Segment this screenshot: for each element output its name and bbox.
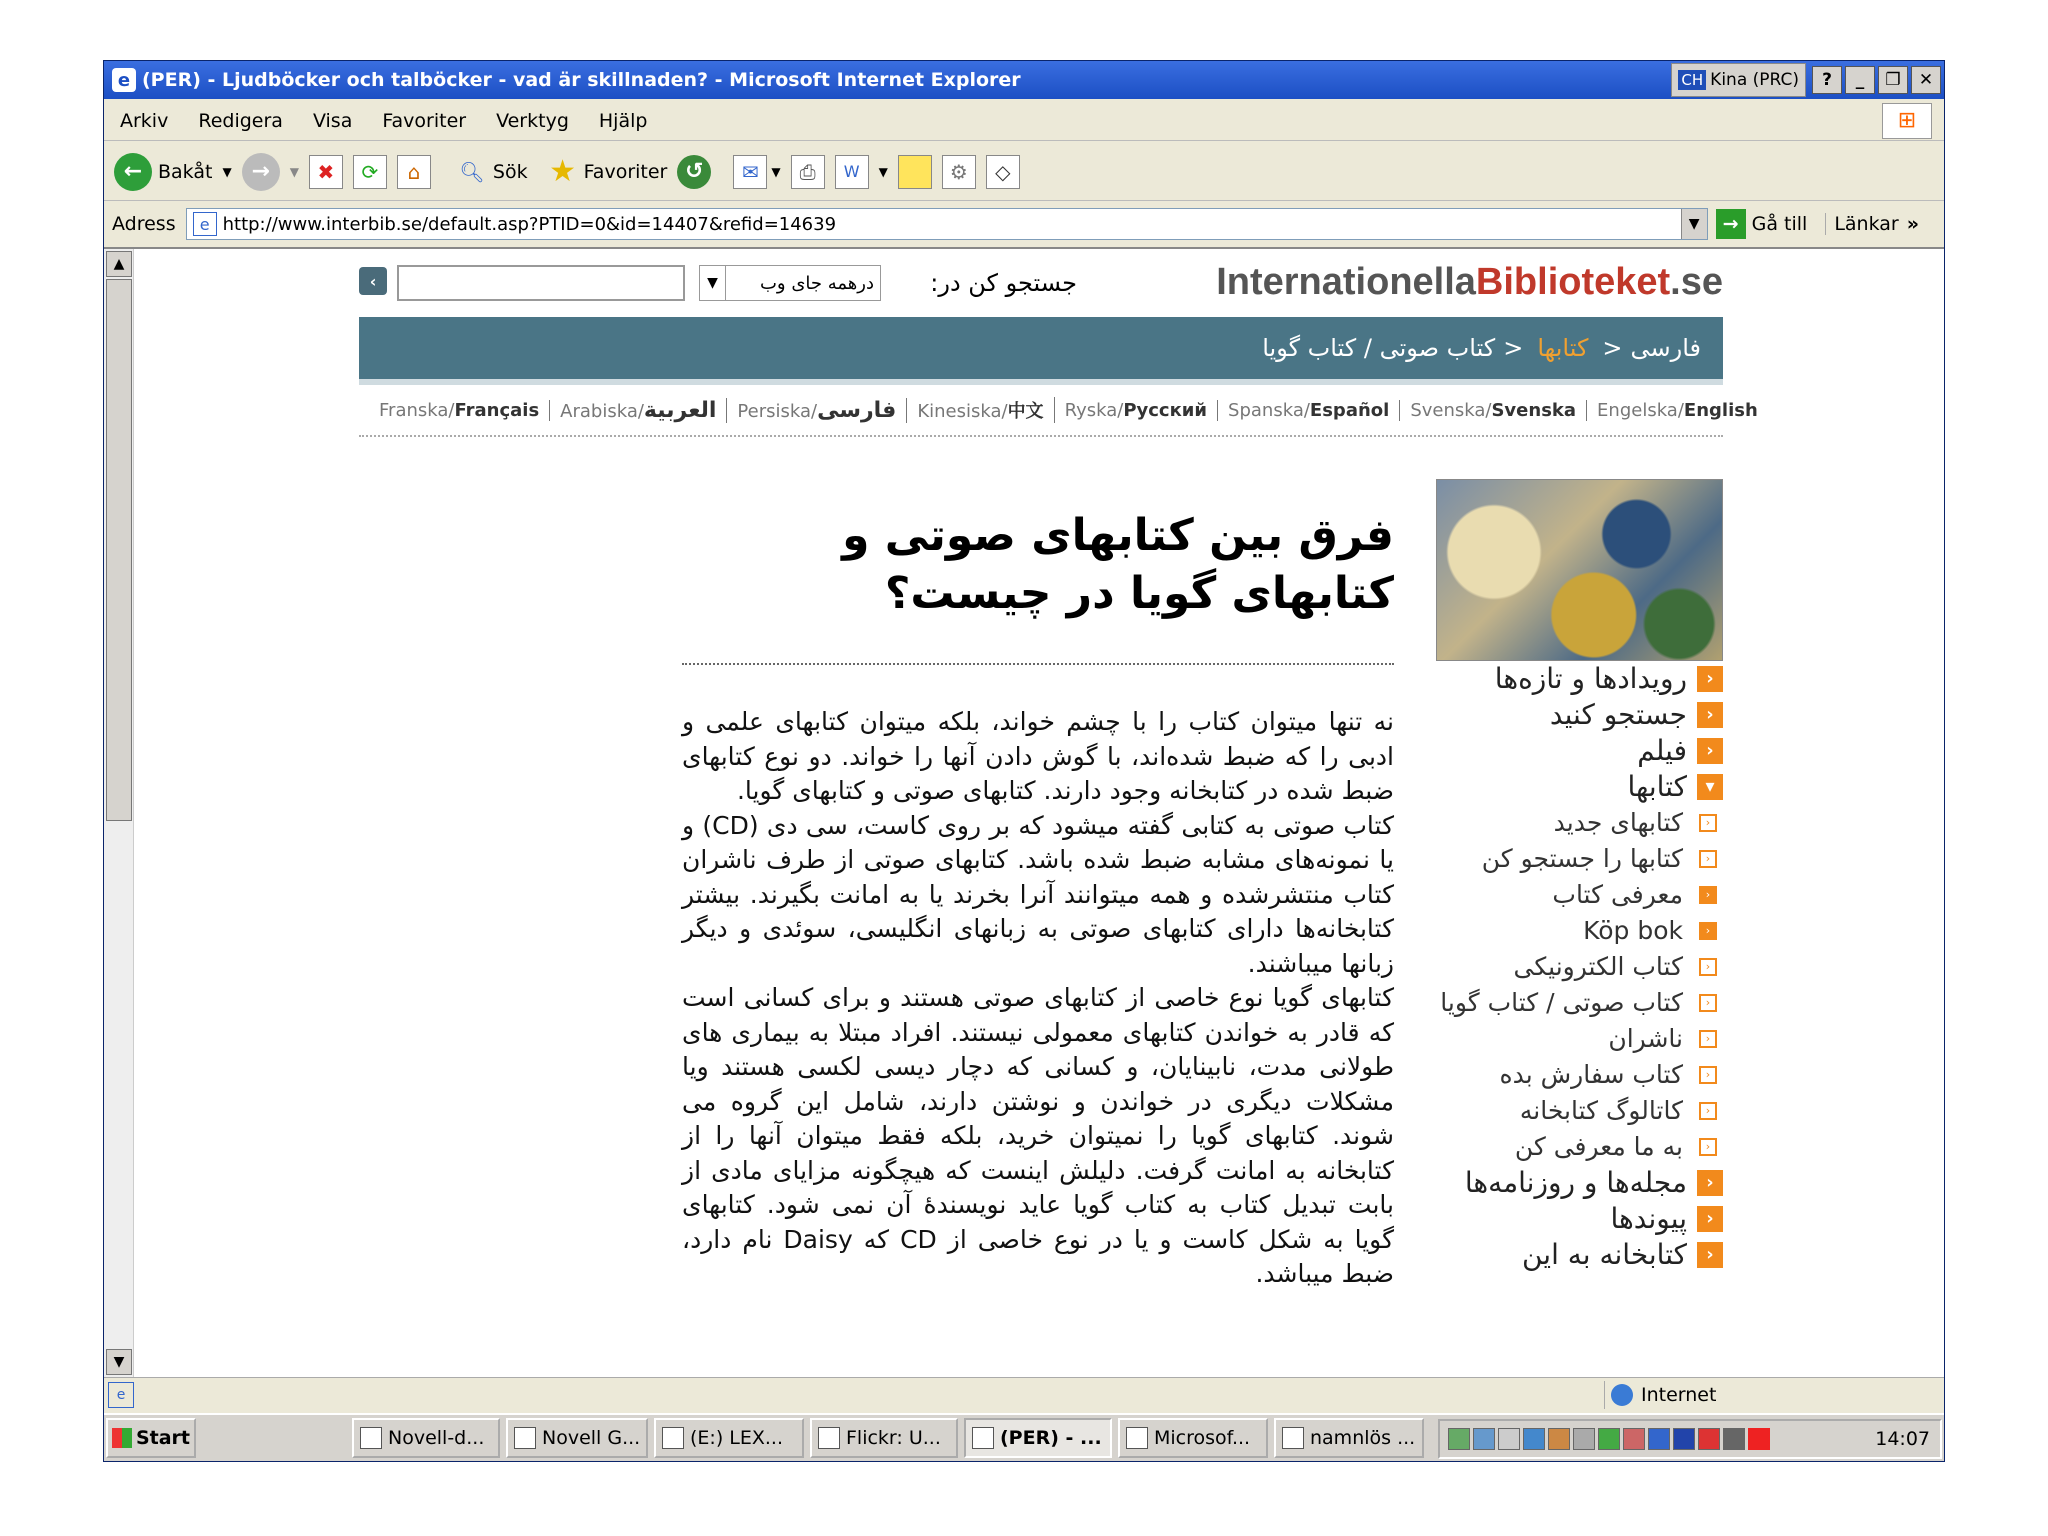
tray-icon[interactable]: [1498, 1428, 1520, 1450]
sidebar-nav-item[interactable]: [1436, 1201, 1723, 1237]
lang-name: Kina (PRC): [1710, 70, 1799, 90]
breadcrumb-separator: <: [1602, 334, 1623, 362]
tray-icon[interactable]: [1623, 1428, 1645, 1450]
nav-label: مجله‌ها و روزنامه‌ها: [1464, 1166, 1687, 1199]
word-icon[interactable]: W: [835, 155, 869, 189]
tray-icons: [1448, 1428, 1773, 1450]
sidebar-subnav-item[interactable]: [1436, 985, 1723, 1021]
ie-icon: e: [112, 68, 136, 92]
nav-list: [1436, 661, 1723, 1273]
mail-icon[interactable]: ✉: [733, 155, 767, 189]
language-nav: [359, 379, 1758, 437]
lang-link-russian[interactable]: Ryska/Русский: [1055, 400, 1218, 421]
language-bar[interactable]: [1671, 63, 1806, 97]
forward-arrow-icon: →: [242, 153, 280, 191]
lang-link-chinese[interactable]: Kinesiska/中文: [907, 397, 1054, 423]
go-label: Gå till: [1751, 213, 1808, 235]
go-arrow-icon: →: [1716, 209, 1746, 239]
chevron-left-icon: ‹: [1699, 1066, 1717, 1084]
start-label: Start: [135, 1427, 191, 1449]
logo-part1: Internationella: [1216, 261, 1476, 303]
note-icon[interactable]: [898, 155, 932, 189]
vertical-scrollbar[interactable]: [104, 249, 134, 1377]
lang-link-swedish[interactable]: Svenska/Svenska: [1400, 400, 1587, 421]
taskbar: [104, 1413, 1944, 1461]
system-tray: [1438, 1419, 1942, 1459]
menu-redigera[interactable]: Redigera: [198, 109, 283, 132]
chevron-left-icon: ‹: [1699, 1138, 1717, 1156]
chevron-left-icon: ‹: [1697, 1206, 1723, 1232]
home-icon[interactable]: ⌂: [397, 155, 431, 189]
sidebar-nav-item[interactable]: [1436, 1237, 1723, 1273]
menu-verktyg[interactable]: Verktyg: [496, 109, 569, 132]
breadcrumb-separator: <: [1503, 334, 1524, 362]
menu-arkiv[interactable]: Arkiv: [120, 109, 169, 132]
chevron-down-icon: ▼: [700, 266, 726, 300]
nav-label: کاتالوگ کتابخانه: [1519, 1096, 1683, 1125]
chevron-left-icon: ‹: [1699, 1102, 1717, 1120]
address-input[interactable]: [186, 208, 1708, 240]
article-body: [682, 705, 1394, 1292]
nav-label: کتاب صوتی / کتاب گویا: [1440, 988, 1683, 1017]
nav-label: کتابها: [1627, 770, 1687, 803]
security-zone: [1604, 1381, 1904, 1409]
article-paragraph: کتاب صوتی به کتابی گفته میشود که بر روی کاست، سی دی (CD) و یا نمونه‌های مشابه ضبط شده باشد. کتابهای صوتی از طرف ناشران کتاب منتشرشده و همه میتوانند آنرا بخرند یا به امانت بگیرند. بیشتر کتابخانه‌ها دارای کتابهای صوتی به زبانهای انگلیسی، سوئدی و دیگر زبانها میباشند.: [682, 810, 1394, 978]
page-status-icon: e: [108, 1382, 134, 1408]
nav-label: جستجو کنید: [1549, 698, 1687, 731]
nav-label: کتاب سفارش بده: [1499, 1060, 1683, 1089]
nav-label: ناشران: [1608, 1024, 1683, 1053]
sidebar-subnav-item[interactable]: [1436, 841, 1723, 877]
links-button[interactable]: Länkar: [1825, 213, 1898, 235]
sidebar-subnav-item[interactable]: [1436, 877, 1723, 913]
article-paragraph: کتابهای گویا نوع خاصی از کتابهای صوتی هستند و برای کسانی است که قادر به خواندن کتابهای معمولی نیستند. افراد مبتلا به بیماری های طولانی مدت، نابینایان، و کسانی که دچار دیسی لکسی هستند ویا مشکلات دیگری در خواندن و نوشتن دارند، شامل این گروه می شوند. کتابهای گویا را نمیتوان خرید، بلکه فقط میتوان آنها را از کتابخانه به امانت گرفت. دلیلش اینست که هیچگونه مزایای مادی از بابت تبدیل کتاب به کتاب گویا عاید نویسندهٔ آن نمی شود. کتابهای گویا به شکل کاست و یا در نوع خاصی از CD که Daisy نام دارد، ضبط میباشد.: [682, 983, 1394, 1288]
menu-bar: [104, 101, 1944, 141]
nav-label: به ما معرفی کن: [1514, 1132, 1683, 1161]
app-icon: [662, 1427, 684, 1449]
address-label: Adress: [112, 213, 176, 235]
lang-link-english[interactable]: Engelska/English: [1597, 399, 1758, 421]
tray-icon[interactable]: [1723, 1428, 1745, 1450]
nav-label: فیلم: [1637, 734, 1687, 767]
favorites-button[interactable]: [546, 155, 668, 189]
refresh-icon[interactable]: ⟳: [353, 155, 387, 189]
nav-label: معرفی کتاب: [1552, 880, 1683, 909]
lang-link-arabic[interactable]: Arabiska/العربية: [550, 398, 727, 423]
history-icon[interactable]: ↺: [677, 155, 711, 189]
back-arrow-icon: ←: [114, 153, 152, 191]
taskbar-button[interactable]: [654, 1418, 804, 1458]
sidebar-nav-item[interactable]: [1436, 697, 1723, 733]
forward-button[interactable]: [242, 153, 299, 191]
sidebar-subnav-item[interactable]: [1436, 1021, 1723, 1057]
windows-logo-icon: ⊞: [1882, 103, 1932, 139]
chevron-left-icon: ‹: [1697, 1170, 1723, 1196]
chevron-left-icon: ‹: [1699, 814, 1717, 832]
address-url: http://www.interbib.se/default.asp?PTID=0&id=14407&refid=14639: [222, 213, 837, 235]
star-icon: ★: [549, 154, 577, 189]
sidebar-nav-item[interactable]: [1436, 661, 1723, 697]
back-button[interactable]: [114, 153, 232, 191]
taskbar-label: (PER) - ...: [1000, 1427, 1102, 1449]
search-button[interactable]: [455, 155, 528, 189]
chevron-left-icon: ‹: [1699, 958, 1717, 976]
article-paragraph: نه تنها میتوان کتاب را با چشم خواند، بلکه میتوان کتابهای علمی و ادبی را که ضبط شده‌اند، با گوش دادن آنها را خواند. دو نوع کتابهای ضبط شده در کتابخانه وجود دارند. کتابهای صوتی و کتابهای گویا.: [682, 707, 1394, 805]
article: [682, 489, 1394, 1292]
app-icon: [818, 1427, 840, 1449]
site-search-input[interactable]: [397, 265, 685, 301]
breadcrumb-item[interactable]: کتابها: [1537, 334, 1589, 362]
sidebar-subnav-item[interactable]: [1436, 913, 1723, 949]
chevron-left-icon: ‹: [1697, 1242, 1723, 1268]
sidebar-subnav-item[interactable]: [1436, 1093, 1723, 1129]
lang-code: CH: [1678, 70, 1706, 90]
logo-part2: Biblioteket: [1475, 261, 1671, 303]
nav-label: کتابخانه به این: [1521, 1238, 1687, 1271]
lang-link-spanish[interactable]: Spanska/Español: [1218, 400, 1400, 421]
app-icon: [972, 1427, 994, 1449]
sidebar-nav: [1436, 479, 1723, 1273]
app-icon: [514, 1427, 536, 1449]
search-label: Sök: [492, 160, 528, 183]
page-content: [104, 247, 1944, 1377]
chevron-down-icon[interactable]: ▼: [771, 164, 781, 179]
sidebar-nav-item[interactable]: [1436, 1165, 1723, 1201]
favorites-label: Favoriter: [583, 160, 668, 183]
chevron-down-icon[interactable]: ▼: [1681, 209, 1707, 239]
taskbar-button[interactable]: [964, 1418, 1112, 1458]
taskbar-button[interactable]: [352, 1418, 500, 1458]
search-scope-value: درهمه جای وب: [759, 272, 874, 294]
tray-icon[interactable]: [1573, 1428, 1595, 1450]
app-icon: [360, 1427, 382, 1449]
taskbar-label: (E:) LEX...: [690, 1427, 783, 1449]
tray-icon[interactable]: [1523, 1428, 1545, 1450]
chevron-down-icon[interactable]: ▼: [878, 164, 888, 179]
sidebar-nav-item[interactable]: [1436, 769, 1723, 805]
app-icon: [1282, 1427, 1304, 1449]
divider: [682, 663, 1394, 665]
window-title: (PER) - Ljudböcker och talböcker - vad är skillnaden? - Microsoft Internet Explorer: [142, 69, 1021, 91]
taskbar-label: Novell G...: [542, 1427, 641, 1449]
back-label: Bakåt: [158, 160, 213, 183]
tray-icon[interactable]: [1448, 1428, 1470, 1450]
page-icon: e: [193, 212, 217, 236]
sidebar-nav-item[interactable]: [1436, 733, 1723, 769]
search-scope-select[interactable]: [699, 265, 881, 301]
sidebar-subnav-item[interactable]: [1436, 1129, 1723, 1165]
taskbar-button[interactable]: [810, 1418, 958, 1458]
taskbar-label: Microsof...: [1154, 1427, 1251, 1449]
logo-part3: .se: [1670, 261, 1723, 303]
site-search-row: [359, 259, 1723, 309]
menu-favoriter[interactable]: Favoriter: [382, 109, 467, 132]
chevron-down-icon: ▾: [1697, 774, 1723, 800]
chevron-down-icon[interactable]: ▼: [289, 164, 299, 179]
nav-label: پیوندها: [1610, 1202, 1687, 1235]
tray-icon[interactable]: [1748, 1428, 1770, 1450]
address-bar: [104, 203, 1944, 245]
breadcrumb-item: کتاب صوتی / کتاب گویا: [1262, 334, 1496, 362]
go-button[interactable]: [1716, 209, 1808, 239]
site-logo[interactable]: [1216, 261, 1723, 304]
minimize-button[interactable]: _: [1845, 66, 1875, 94]
scroll-up-icon[interactable]: ▲: [106, 251, 132, 277]
lang-link-french[interactable]: Franska/Français: [369, 400, 550, 421]
messenger-icon[interactable]: ⚙: [942, 155, 976, 189]
tray-icon[interactable]: [1673, 1428, 1695, 1450]
close-button[interactable]: ✕: [1911, 66, 1941, 94]
breadcrumb: [359, 317, 1723, 379]
nav-label: کتابها را جستجو کن: [1481, 844, 1683, 873]
taskbar-label: namnlös ...: [1310, 1427, 1416, 1449]
chevron-left-icon: ‹: [1699, 922, 1717, 940]
chevron-left-icon: ‹: [1697, 702, 1723, 728]
menu-visa[interactable]: Visa: [312, 109, 353, 132]
lang-link-persian[interactable]: Persiska/فارسی: [727, 398, 907, 423]
clock: 14:07: [1875, 1428, 1930, 1450]
diamond-icon[interactable]: ◇: [986, 155, 1020, 189]
sidebar-subnav-item[interactable]: [1436, 949, 1723, 985]
nav-label: کتاب الکترونیکی: [1513, 952, 1683, 981]
nav-label: رویدادها و تازه‌ها: [1494, 662, 1687, 695]
nav-label: کتابهای جدید: [1553, 808, 1683, 837]
taskbar-label: Novell-d...: [388, 1427, 485, 1449]
tray-icon[interactable]: [1698, 1428, 1720, 1450]
chevron-left-icon: ‹: [1699, 850, 1717, 868]
start-button[interactable]: [106, 1418, 196, 1458]
title-bar: [104, 61, 1944, 99]
sidebar-subnav-item[interactable]: [1436, 805, 1723, 841]
breadcrumb-item[interactable]: فارسی: [1630, 334, 1701, 362]
chevron-left-icon: ‹: [1697, 666, 1723, 692]
taskbar-button[interactable]: [1118, 1418, 1268, 1458]
taskbar-button[interactable]: [506, 1418, 648, 1458]
app-icon: [1126, 1427, 1148, 1449]
chevron-left-icon: ‹: [1699, 1030, 1717, 1048]
tray-icon[interactable]: [1473, 1428, 1495, 1450]
article-title: فرق بین کتابهای صوتی و کتابهای گویا در چیست؟: [842, 510, 1394, 619]
search-label: جستجو کن در:: [930, 269, 1077, 297]
toolbar: [104, 143, 1944, 201]
zone-label: Internet: [1641, 1384, 1717, 1406]
chevron-left-icon: ‹: [1697, 738, 1723, 764]
status-bar: [104, 1377, 1944, 1411]
taskbar-button[interactable]: [1274, 1418, 1424, 1458]
browser-window: [103, 60, 1945, 1462]
taskbar-label: Flickr: U...: [846, 1427, 941, 1449]
scroll-thumb[interactable]: [106, 279, 132, 821]
mosaic-tile-image: [1436, 479, 1723, 661]
chevron-left-icon: ‹: [1699, 994, 1717, 1012]
print-icon[interactable]: ⎙: [791, 155, 825, 189]
tray-icon[interactable]: [1548, 1428, 1570, 1450]
windows-flag-icon: [112, 1428, 132, 1448]
help-icon[interactable]: ?: [1812, 66, 1842, 94]
menu-hjalp[interactable]: Hjälp: [598, 109, 648, 132]
search-icon: 🔍︎: [459, 159, 485, 184]
search-submit-button[interactable]: ‹: [359, 267, 387, 295]
scroll-down-icon[interactable]: ▼: [106, 1349, 132, 1375]
stop-icon[interactable]: ✖: [309, 155, 343, 189]
tray-icon[interactable]: [1598, 1428, 1620, 1450]
nav-label: Köp bok: [1583, 916, 1683, 945]
sidebar-subnav-item[interactable]: [1436, 1057, 1723, 1093]
tray-icon[interactable]: [1648, 1428, 1670, 1450]
globe-icon: [1611, 1384, 1633, 1406]
chevron-down-icon[interactable]: ▼: [222, 164, 232, 179]
maximize-button[interactable]: ❐: [1878, 66, 1908, 94]
website: [359, 259, 1758, 1369]
chevron-left-icon: ‹: [1699, 886, 1717, 904]
task-list: [346, 1418, 1424, 1458]
chevron-right-icon[interactable]: »: [1906, 213, 1919, 235]
